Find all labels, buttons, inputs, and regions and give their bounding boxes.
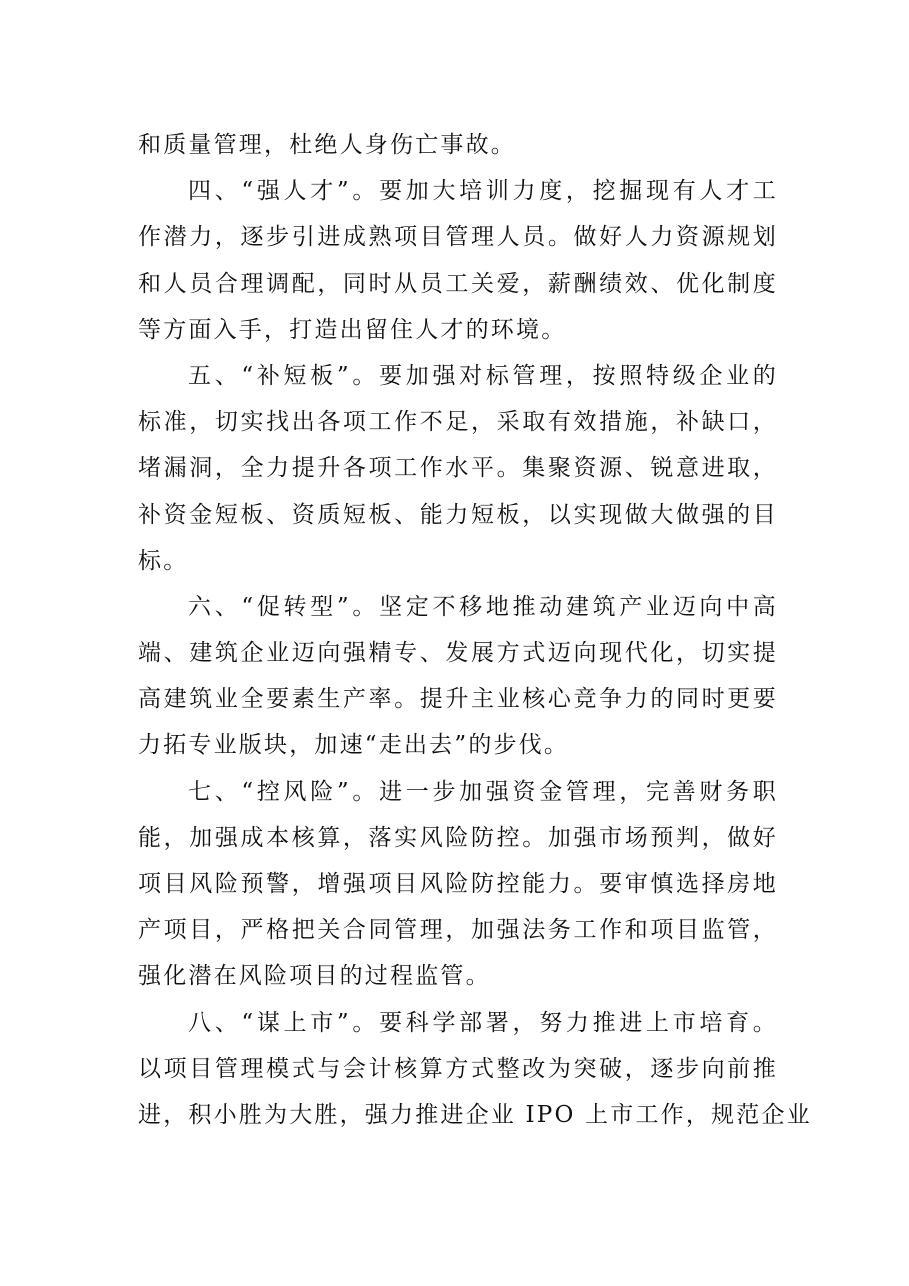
- document-body: [138, 122, 812, 1138]
- text-line: 堵漏洞，全力提升各项工作水平。集聚资源、锐意进取，: [138, 455, 778, 482]
- text-line: 进，积小胜为大胜，强力推进企业 IPO 上市工作，规范企业: [138, 1101, 812, 1128]
- text-line: 作潜力，逐步引进成熟项目管理人员。做好人力资源规划: [138, 224, 778, 251]
- paragraph-ipo: [138, 1000, 812, 1139]
- text-line: 和质量管理，杜绝人身伤亡事故。: [138, 132, 516, 158]
- text-line: 以项目管理模式与会计核算方式整改为突破，逐步向前推: [138, 1055, 778, 1082]
- paragraph-talent: [138, 168, 778, 353]
- text-line: 产项目，严格把关合同管理，加强法务工作和项目监管，: [138, 917, 778, 944]
- text-line: 和人员合理调配，同时从员工关爱，薪酬绩效、优化制度: [138, 270, 778, 297]
- text-line: 项目风险预警，增强项目风险防控能力。要审慎选择房地: [138, 871, 778, 897]
- text-line: 强化潜在风险项目的过程监管。: [138, 963, 491, 990]
- text-line: 八、“谋上市”。要科学部署，努力推进上市培育。: [188, 1009, 778, 1036]
- text-line: 七、“控风险”。进一步加强资金管理，完善财务职: [188, 778, 778, 805]
- paragraph-risk-control: [138, 769, 778, 1000]
- text-line: 四、“强人才”。要加大培训力度，挖掘现有人才工: [188, 178, 778, 205]
- text-line: 能，加强成本核算，落实风险防控。加强市场预判，做好: [138, 824, 778, 851]
- text-line: 五、“补短板”。要加强对标管理，按照特级企业的: [188, 362, 778, 389]
- text-line: 标准，切实找出各项工作不足，采取有效措施，补缺口，: [138, 409, 778, 436]
- text-line: 六、“促转型”。坚定不移地推动建筑产业迈向中高: [188, 593, 778, 620]
- paragraph-transformation: [138, 584, 778, 769]
- text-line: 高建筑业全要素生产率。提升主业核心竞争力的同时更要: [138, 686, 778, 713]
- paragraph-shortboard: [138, 353, 778, 584]
- text-line: 力拓专业版块，加速“走出去”的步伐。: [138, 732, 570, 759]
- paragraph-continuation: [138, 122, 778, 168]
- text-line: 标。: [138, 547, 189, 574]
- text-line: 补资金短板、资质短板、能力短板，以实现做大做强的目: [138, 501, 778, 528]
- text-line: 等方面入手，打造出留住人才的环境。: [138, 316, 567, 343]
- text-line: 端、建筑企业迈向强精专、发展方式迈向现代化，切实提: [138, 640, 778, 667]
